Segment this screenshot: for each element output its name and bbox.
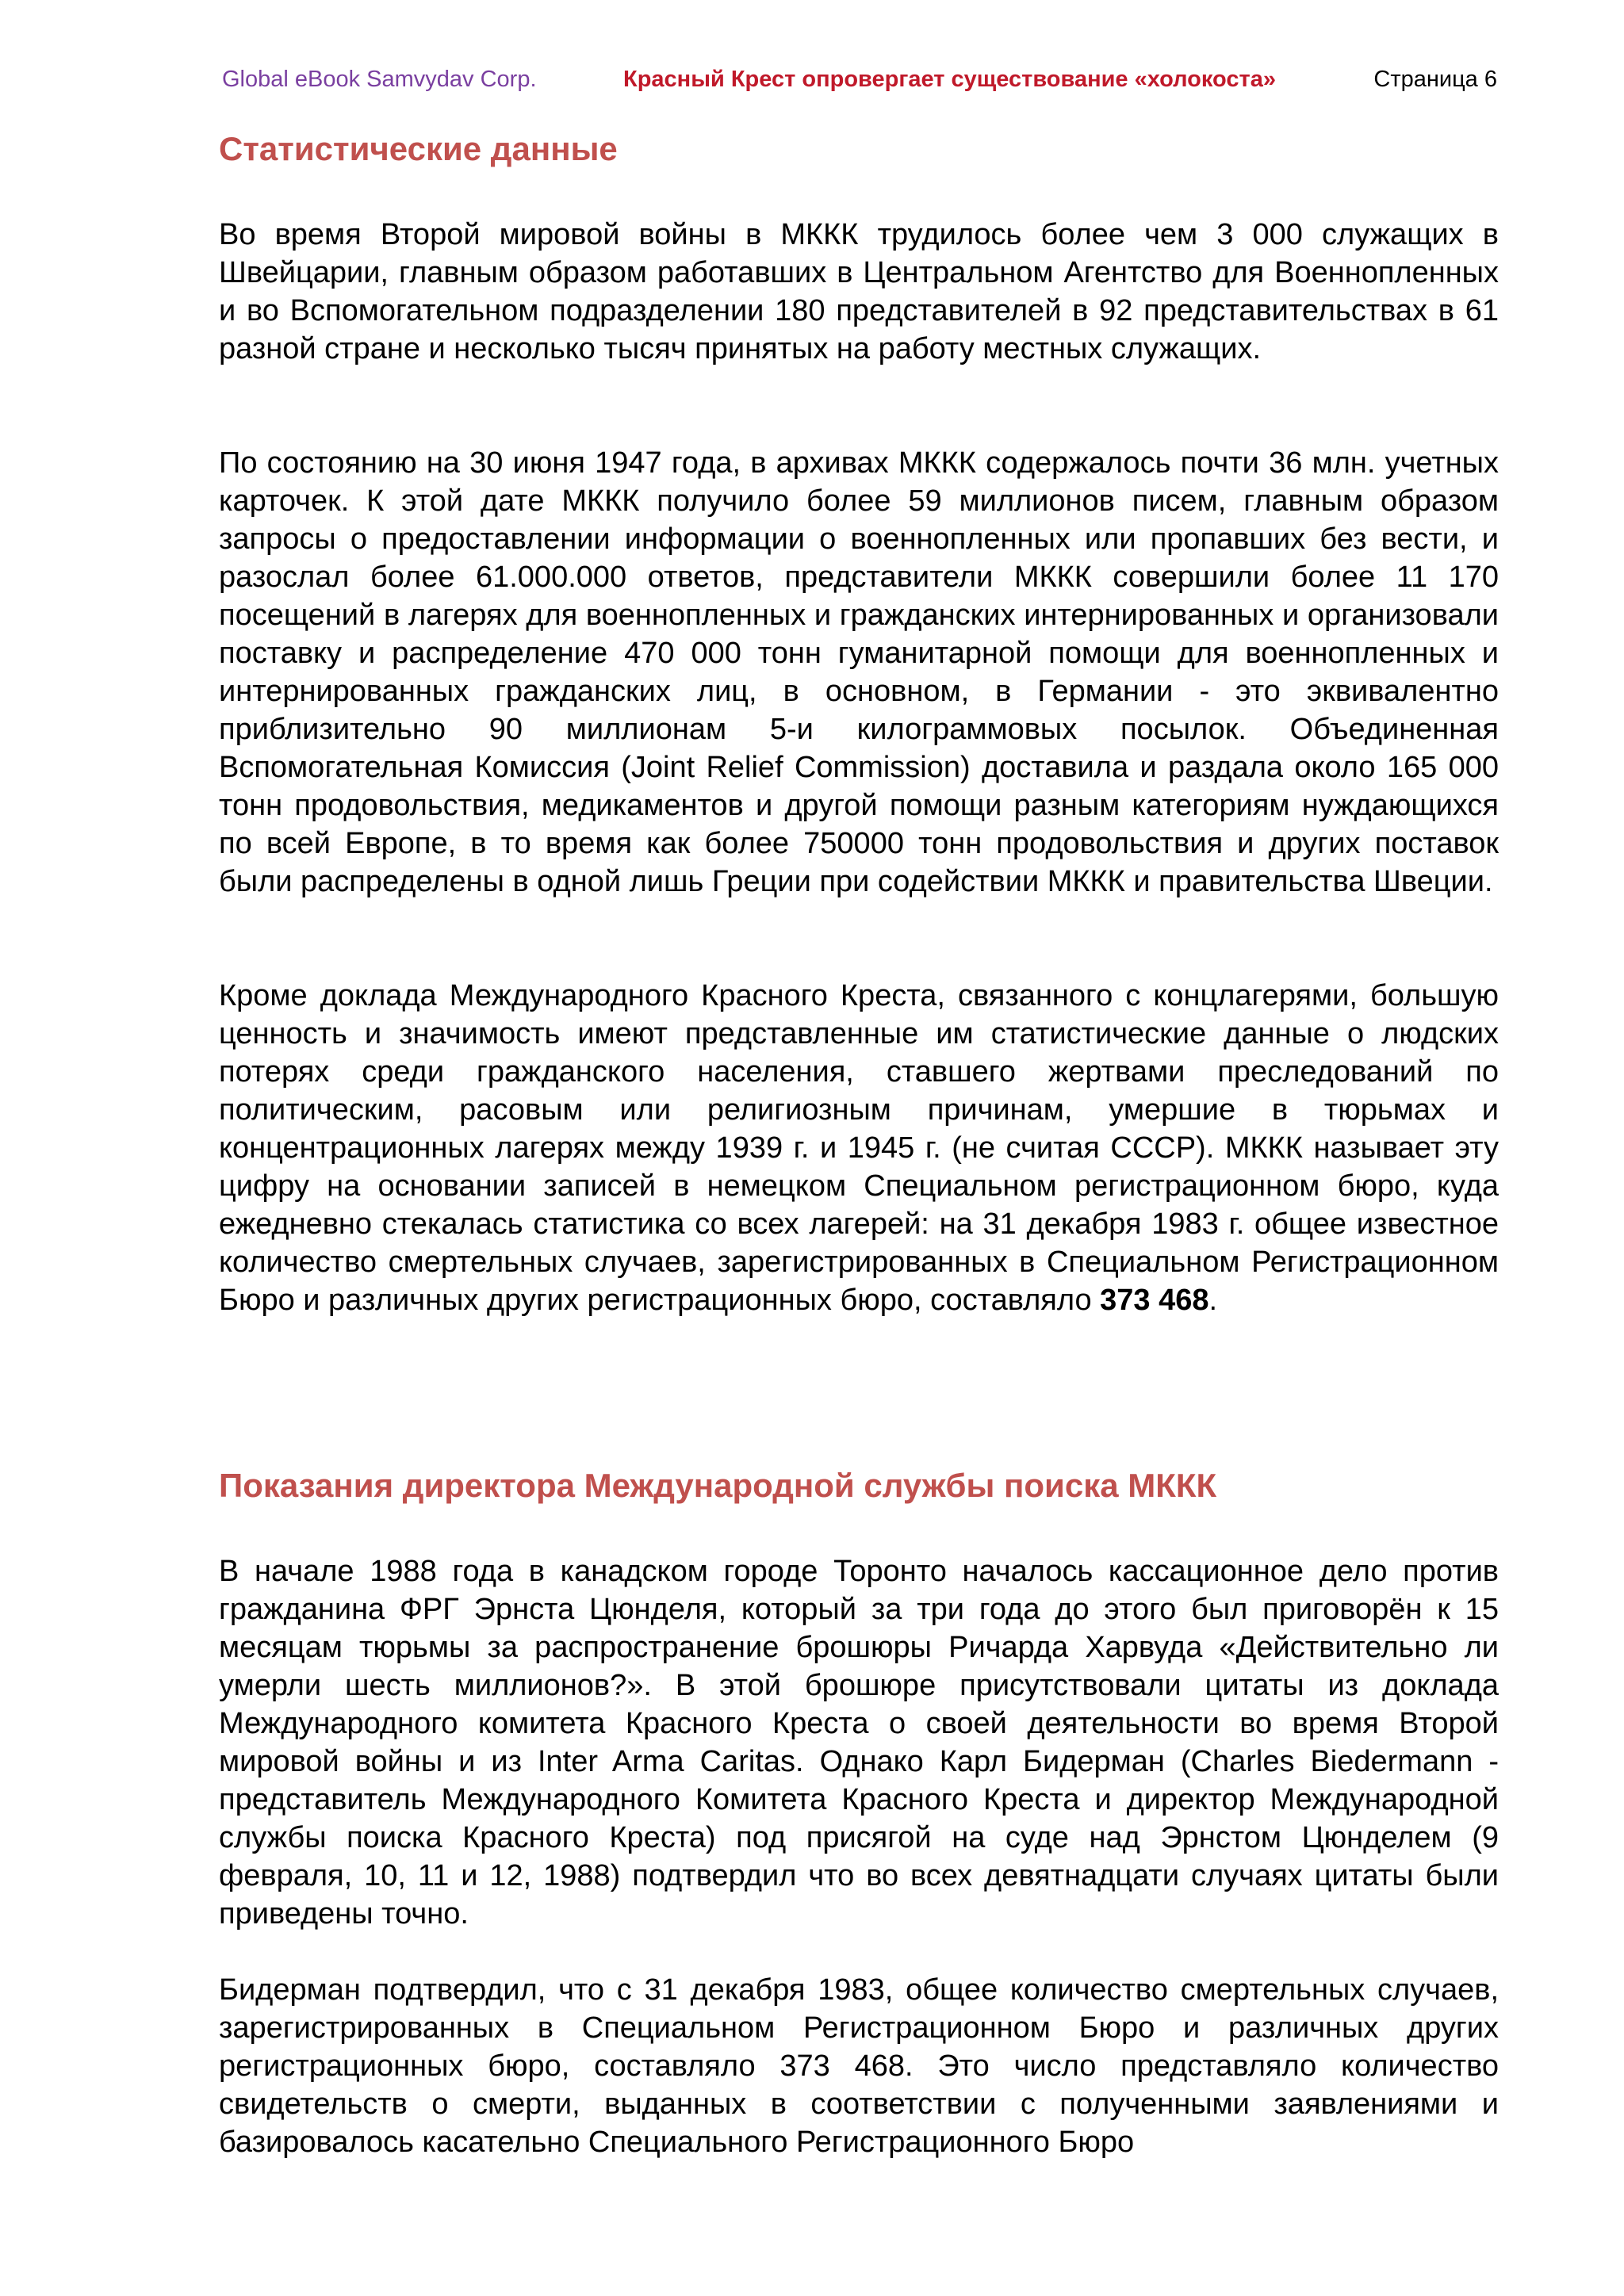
paragraph-biedermann: Бидерман подтвердил, что с 31 декабря 1983, общее количество смертельных случаев, зарегистрированных в Специальном Регистрационном Бюро и различных других регистрационных бюро, составляло 373 468. Это число представляло количество свидетельств о смерти, выданных в соответствии с полученными заявлениями и базировалось касательно Специального Регистрационного Бюро — [219, 1973, 1499, 2159]
section-heading-testimony: Показания директора Международной службы поиска МККК — [219, 1467, 1217, 1504]
paragraph-death-statistics — [219, 977, 1499, 1319]
page-header — [222, 62, 1497, 97]
paragraph-death-statistics-end: . — [1208, 1284, 1218, 1317]
page-number: Страница 6 — [1373, 67, 1497, 92]
section-heading-statistics: Статистические данные — [219, 130, 618, 167]
document-title: Красный Крест опровергает существование «холокоста» — [623, 67, 1276, 92]
publisher-name: Global eBook Samvydav Corp. — [222, 67, 537, 92]
paragraph-death-statistics-text: Кроме доклада Международного Красного Креста, связанного с концлагерями, большую ценность и значимость имеют представленные им статистические данные о людских потерях среди гражданского населения, ставшего жертвами преследований по политическим, расовым или религиозным причинам, умершие в тюрьмах и концентрационных лагерях между 1939 г. и 1945 г. (не считая СССР). МККК называет эту цифру на основании записей в немецком Специальном регистрационном бюро, куда ежедневно стекалась статистика со всех лагерей: на 31 декабря 1983 г. общее известное количество смертельных случаев, зарегистрированных в Специальном Регистрационном Бюро и различных других регистрационных бюро, составляло — [219, 979, 1499, 1317]
paragraph-staff: Во время Второй мировой войны в МККК трудилось более чем 3 000 служащих в Швейцарии, главным образом работавших в Центральном Агентство для Военнопленных и во Вспомогательном подразделении 180 представителей в 92 представительствах в 61 разной стране и несколько тысяч принятых на работу местных служащих. — [219, 218, 1499, 365]
paragraph-archives: По состоянию на 30 июня 1947 года, в архивах МККК содержалось почти 36 млн. учетных карточек. К этой дате МККК получило более 59 миллионов писем, главным образом запросы о предоставлении информации о военнопленных или пропавших без вести, и разослал более 61.000.000 ответов, представители МККК совершили более 11 170 посещений в лагерях для военнопленных и гражданских интернированных и организовали поставку и распределение 470 000 тонн гуманитарной помощи для военнопленных и интернированных гражданских лиц, в основном, в Германии - это эквивалентно приблизительно 90 миллионам 5-и килограммовых посылок. Объединенная Вспомогательная Комиссия (Joint Relief Commission) доставила и раздала около 165 000 тонн продовольствия, медикаментов и другой помощи разным категориям нуждающихся по всей Европе, в то время как более 750000 тонн продовольствия и других поставок были распределены в одной лишь Греции при содействии МККК и правительства Швеции. — [219, 446, 1499, 898]
paragraph-zundel-trial: В начале 1988 года в канадском городе Торонто началось кассационное дело против гражданина ФРГ Эрнста Цюнделя, который за три года до этого был приговорён к 15 месяцам тюрьмы за распространение брошюры Ричарда Харвуда «Действительно ли умерли шесть миллионов?». В этой брошюре присутствовали цитаты из доклада Международного комитета Красного Креста о своей деятельности во время Второй мировой войны и из Inter Arma Caritas. Однако Карл Бидерман (Charles Biedermann - представитель Международного Комитета Красного Креста и директор Международной службы поиска Красного Креста) под присягой на суде над Эрнстом Цюнделем (9 февраля, 10, 11 и 12, 1988) подтвердил что во всех девятнадцати случаях цитаты были приведены точно. — [219, 1555, 1499, 1931]
death-count-figure: 373 468 — [1100, 1284, 1209, 1317]
